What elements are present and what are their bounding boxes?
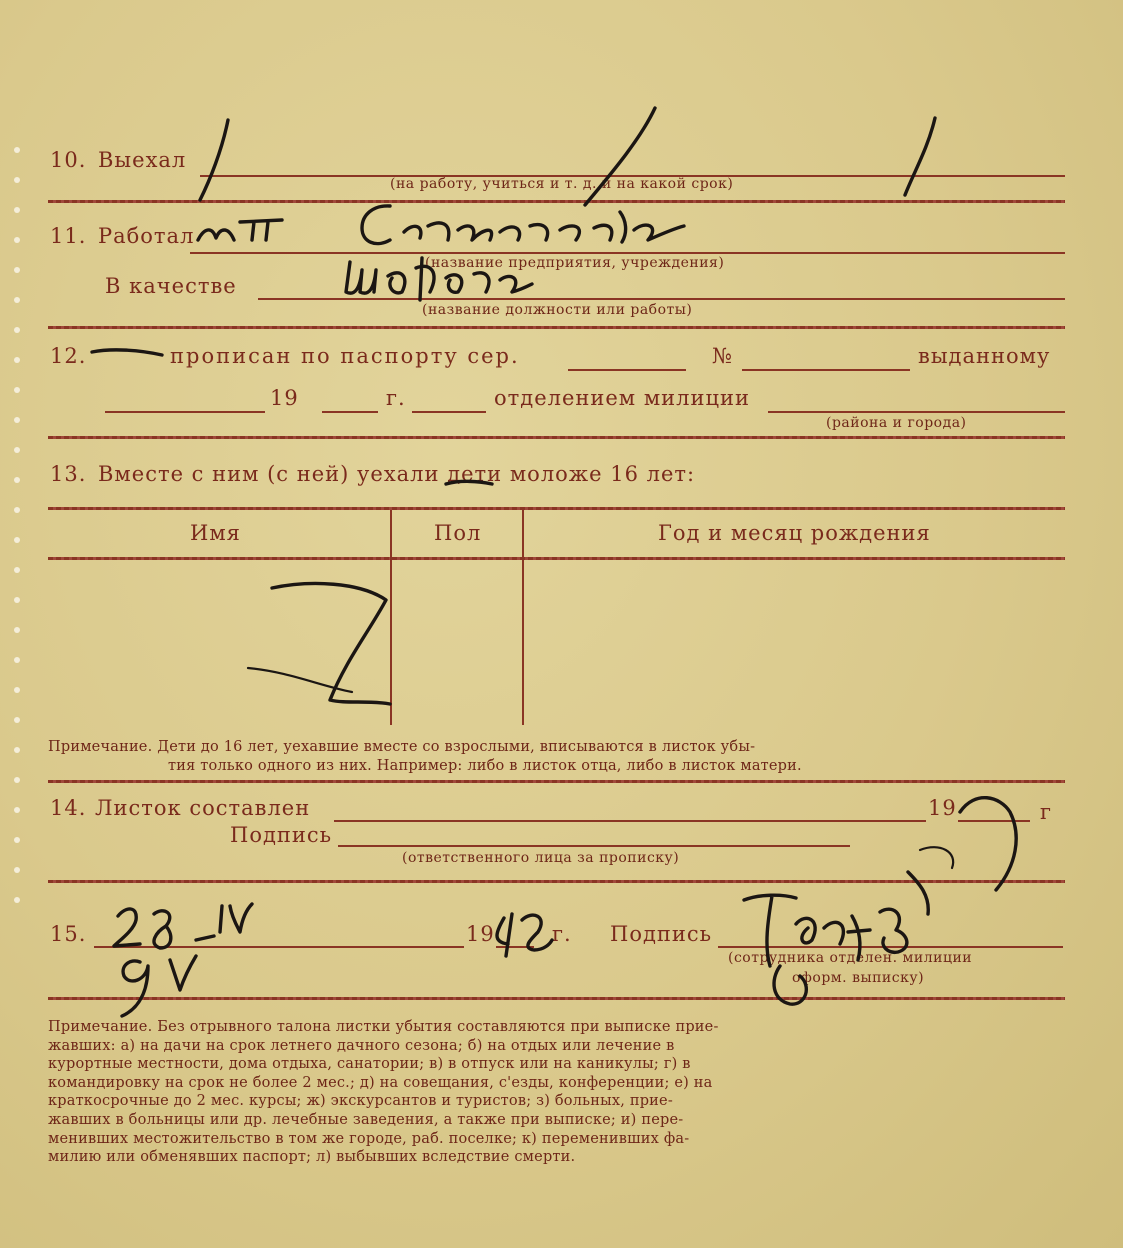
field-15-sign-label: Подпись (610, 922, 713, 946)
strikethrough-mark (446, 481, 492, 484)
field-15-g: г. (552, 922, 572, 946)
field-11-sub-caption: (название должности или работы) (422, 302, 693, 318)
field-15-year: 19 (466, 922, 495, 946)
dash-mark (905, 118, 935, 195)
field-14-g: г (1040, 800, 1053, 824)
dash-mark (200, 120, 228, 200)
workplace-handwriting (198, 206, 684, 244)
signature-handwriting (744, 847, 953, 1004)
field-14-year: 19 (928, 796, 957, 820)
field-14-sign-label: Подпись (230, 823, 333, 847)
field-10-number: 10. (50, 148, 87, 172)
note-exceptions-line: краткосрочные до 2 мес. курсы; ж) экскурсантов и туристов; з) больных, прие- (48, 1093, 673, 1110)
field-12-issued: выданному (918, 344, 1051, 368)
field-14-hook (960, 798, 1016, 890)
field-11-caption: (название предприятия, учреждения) (425, 255, 725, 271)
date-handwriting (114, 904, 552, 1016)
note-exceptions-line: курортные местности, дома отдыха, санатории; в) в отпуск или на каникулы; г) в (48, 1056, 691, 1073)
children-none-mark (248, 668, 352, 692)
children-header-sex: Пол (434, 521, 482, 545)
strikethrough-mark (92, 350, 162, 355)
field-15-caption-1: (сотрудника отделен. милиции (728, 950, 973, 966)
field-12-text: прописан по паспорту сер. (170, 344, 520, 368)
field-11-sub-label: В качестве (105, 274, 237, 298)
field-14-number: 14. (50, 796, 87, 820)
field-14-caption: (ответственного лица за прописку) (402, 850, 680, 866)
field-13-text: Вместе с ним (с ней) уехали дети моложе 16 лет: (98, 462, 696, 486)
note-exceptions-line: жавших в больницы или др. лечебные заведения, а также при выписке; и) пере- (48, 1111, 684, 1128)
position-handwriting (346, 258, 532, 300)
field-10-caption: (на работу, учиться и т. д. и на какой срок) (390, 176, 734, 192)
note-exceptions-line: командировку на срок не более 2 мес.; д) на совещания, с'езды, конференции; е) на (48, 1074, 713, 1091)
field-12-dept: отделением милиции (494, 386, 750, 410)
field-10-label: Выехал (98, 148, 187, 172)
field-12-number: 12. (50, 344, 87, 368)
field-12-number-sign: № (712, 344, 733, 368)
field-13-number: 13. (50, 462, 87, 486)
field-11-label: Работал (98, 224, 195, 248)
field-15-caption-2: оформ. выписку) (792, 970, 925, 986)
note-exceptions-line: Примечание. Без отрывного талона листки убытия составляются при выписке прие- (48, 1019, 719, 1035)
children-header-birth: Год и месяц рождения (658, 521, 931, 545)
note-exceptions-line: менивших местожительство в том же городе, раб. поселке; к) переменивших фа- (48, 1130, 690, 1147)
children-header-name: Имя (190, 521, 241, 545)
field-12-g: г. (386, 386, 406, 410)
field-12-caption: (района и города) (826, 415, 967, 431)
field-11-number: 11. (50, 224, 87, 248)
field-14-label: Листок составлен (95, 796, 311, 820)
note-children-line: Примечание. Дети до 16 лет, уехавшие вместе со взрослыми, вписываются в листок убы- (48, 739, 756, 755)
field-15-number: 15. (50, 922, 87, 946)
field-12-year: 19 (270, 386, 299, 410)
dash-mark (585, 108, 655, 205)
note-exceptions-line: милию или обменявших паспорт; л) выбывших вследствие смерти. (48, 1149, 576, 1166)
note-exceptions-line: жавших: а) на дачи на срок летнего дачного сезона; б) на отдых или лечение в (48, 1037, 675, 1054)
note-children-line: тия только одного из них. Например: либо в листок отца, либо в листок матери. (168, 757, 802, 774)
